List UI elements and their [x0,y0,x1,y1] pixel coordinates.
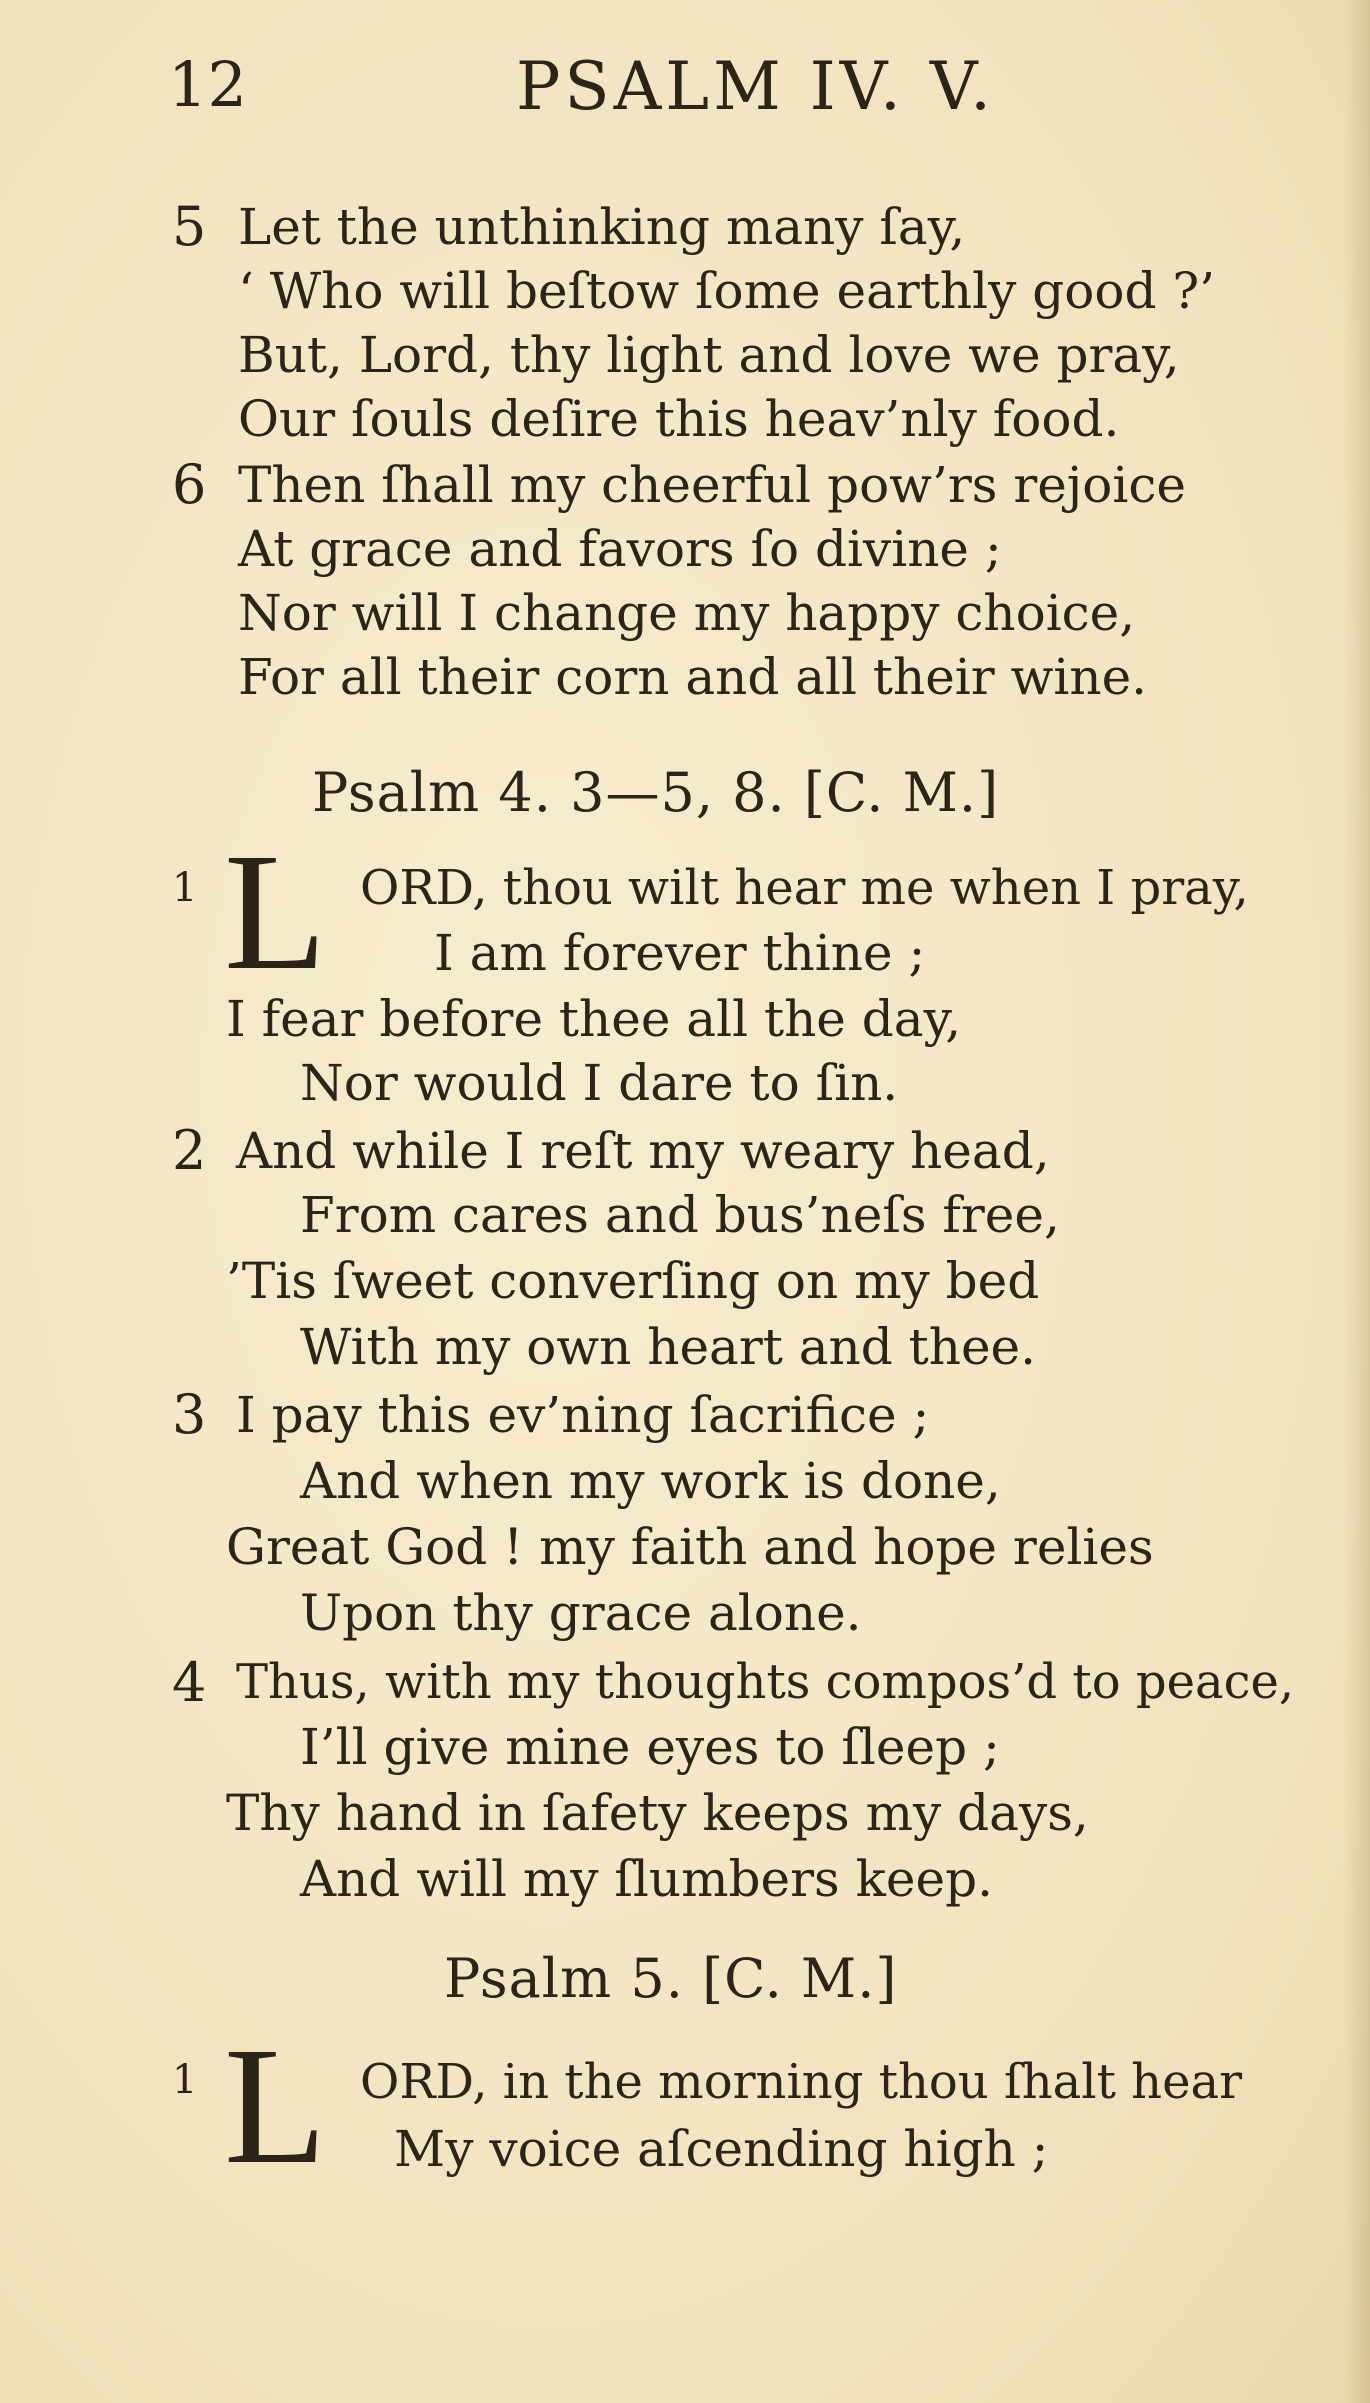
verse-line: ’Tis ſweet converſing on my bed [226,1252,1040,1310]
verse-number: 1 [172,865,198,911]
verse-line: I pay this ev’ning ſacrifice ; [236,1386,930,1444]
verse-number: 3 [172,1383,207,1446]
verse-number: 1 [172,2057,198,2103]
drop-cap: L [224,819,327,1005]
page-gutter-shadow [1344,0,1370,2403]
verse-line: Great God ! my faith and hope relies [226,1518,1154,1576]
verse-line: Thus, with my thoughts compos’d to peace, [236,1654,1295,1710]
psalm-heading: Psalm 4. 3—5, 8. [C. M.] [312,761,1000,824]
verse-line: ORD, in the morning thou ſhalt hear [360,2054,1243,2110]
page-number: 12 [168,48,247,121]
verse-line: Nor would I dare to ſin. [300,1054,899,1112]
verse-line: My voice aſcending high ; [394,2120,1049,2178]
verse-line: Thy hand in ſafety keeps my days, [226,1784,1089,1842]
verse-line: But, Lord, thy light and love we pray, [238,326,1180,384]
running-title: PSALM IV. V. [516,48,995,125]
verse-line: Upon thy grace alone. [300,1584,862,1642]
verse-line: Let the unthinking many ſay, [238,198,966,256]
verse-line: And while I reſt my weary head, [236,1122,1050,1180]
verse-line: Our ſouls deſire this heav’nly food. [238,390,1120,448]
verse-line: And when my work is done, [300,1452,1001,1510]
verse-line: With my own heart and thee. [300,1318,1037,1376]
verse-line: From cares and bus’neſs free, [300,1186,1060,1244]
verse-line: Then ſhall my cheerful pow’rs rejoice [238,456,1186,514]
verse-number: 2 [172,1119,207,1182]
verse-line: And will my ſlumbers keep. [300,1850,993,1908]
verse-line: ‘ Who will beſtow ſome earthly good ?’ [238,262,1216,320]
verse-line: For all their corn and all their wine. [238,648,1148,706]
verse-line: Nor will I change my happy choice, [238,584,1136,642]
running-head [168,48,1188,128]
verse-line: ORD, thou wilt hear me when I pray, [360,860,1249,916]
drop-cap: L [224,2013,327,2199]
psalm-heading: Psalm 5. [C. M.] [444,1947,898,2010]
verse-number: 5 [172,195,207,258]
verse-line: I am forever thine ; [434,924,926,982]
verse-line: I’ll give mine eyes to ſleep ; [300,1718,1000,1776]
verse-number: 4 [172,1651,207,1714]
verse-number: 6 [172,453,207,516]
verse-line: At grace and favors ſo divine ; [238,520,1002,578]
verse-line: I fear before thee all the day, [226,990,962,1048]
